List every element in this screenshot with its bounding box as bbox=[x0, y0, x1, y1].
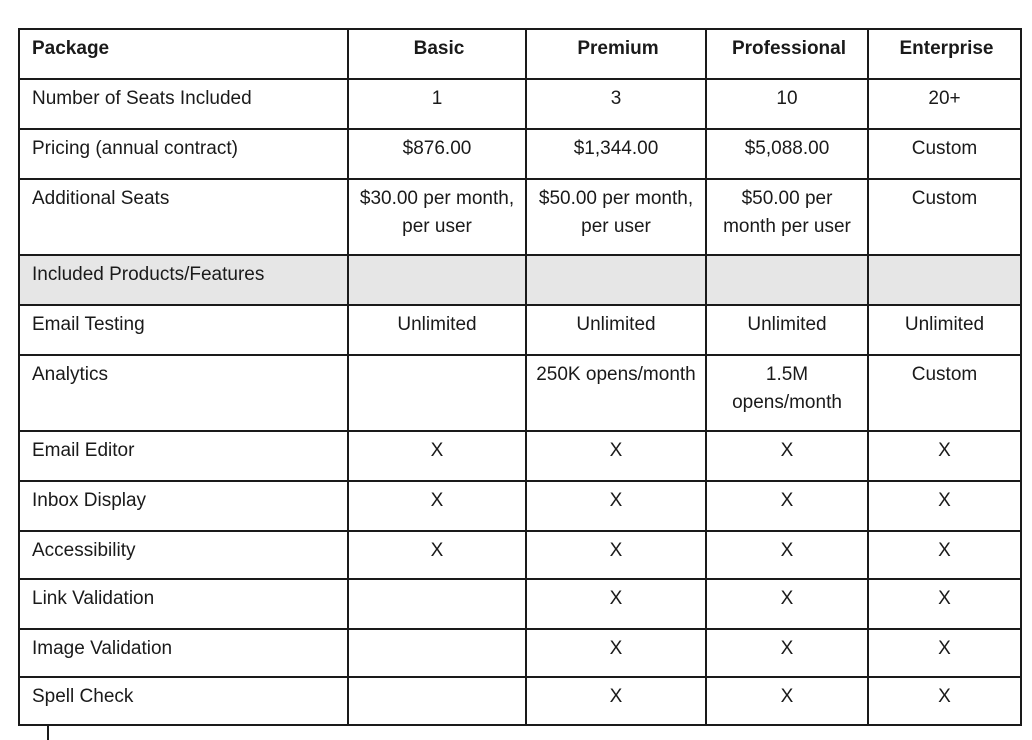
cell-basic: $30.00 per month, per user bbox=[348, 179, 526, 255]
cell-premium: X bbox=[526, 481, 706, 531]
cell-enterprise: X bbox=[868, 629, 1021, 677]
header-premium: Premium bbox=[526, 29, 706, 79]
table-row bbox=[19, 677, 1021, 725]
cell-premium: X bbox=[526, 579, 706, 629]
cell-professional: $50.00 per month per user bbox=[706, 179, 868, 255]
pricing-comparison-table bbox=[18, 28, 1022, 726]
cell-basic: $876.00 bbox=[348, 129, 526, 179]
cell-basic bbox=[348, 355, 526, 431]
cell-enterprise: Custom bbox=[868, 179, 1021, 255]
cell-enterprise: X bbox=[868, 431, 1021, 481]
header-package: Package bbox=[19, 29, 348, 79]
cell-enterprise: X bbox=[868, 531, 1021, 579]
row-label: Additional Seats bbox=[19, 179, 348, 255]
table-row bbox=[19, 481, 1021, 531]
table-row bbox=[19, 531, 1021, 579]
cell-basic: X bbox=[348, 481, 526, 531]
header-row bbox=[19, 29, 1021, 79]
section-label: Included Products/Features bbox=[19, 255, 348, 305]
cell-basic: X bbox=[348, 531, 526, 579]
cell-basic bbox=[348, 677, 526, 725]
cell-basic bbox=[348, 629, 526, 677]
row-label: Image Validation bbox=[19, 629, 348, 677]
cell-premium bbox=[526, 255, 706, 305]
cell-basic bbox=[348, 579, 526, 629]
cell-basic bbox=[348, 255, 526, 305]
row-label: Spell Check bbox=[19, 677, 348, 725]
cell-premium: 3 bbox=[526, 79, 706, 129]
section-row bbox=[19, 255, 1021, 305]
table-row bbox=[19, 305, 1021, 355]
row-label: Email Testing bbox=[19, 305, 348, 355]
header-enterprise: Enterprise bbox=[868, 29, 1021, 79]
cell-premium: X bbox=[526, 629, 706, 677]
cell-premium: $50.00 per month, per user bbox=[526, 179, 706, 255]
table-row bbox=[19, 579, 1021, 629]
text-cursor[interactable] bbox=[47, 724, 49, 740]
table-row bbox=[19, 79, 1021, 129]
cell-professional: Unlimited bbox=[706, 305, 868, 355]
cell-enterprise: Custom bbox=[868, 355, 1021, 431]
cell-professional: X bbox=[706, 431, 868, 481]
cell-premium: $1,344.00 bbox=[526, 129, 706, 179]
cell-professional: X bbox=[706, 579, 868, 629]
row-label: Accessibility bbox=[19, 531, 348, 579]
row-label: Email Editor bbox=[19, 431, 348, 481]
table-row bbox=[19, 129, 1021, 179]
row-label: Pricing (annual contract) bbox=[19, 129, 348, 179]
table-row bbox=[19, 629, 1021, 677]
cell-enterprise: Unlimited bbox=[868, 305, 1021, 355]
cell-professional: X bbox=[706, 629, 868, 677]
cell-professional: X bbox=[706, 481, 868, 531]
cell-enterprise: Custom bbox=[868, 129, 1021, 179]
cell-basic: X bbox=[348, 431, 526, 481]
cell-enterprise: X bbox=[868, 579, 1021, 629]
cell-enterprise bbox=[868, 255, 1021, 305]
header-basic: Basic bbox=[348, 29, 526, 79]
row-label: Link Validation bbox=[19, 579, 348, 629]
cell-professional: X bbox=[706, 531, 868, 579]
cell-premium: 250K opens/month bbox=[526, 355, 706, 431]
row-label: Analytics bbox=[19, 355, 348, 431]
cell-professional: 1.5M opens/month bbox=[706, 355, 868, 431]
cell-professional bbox=[706, 255, 868, 305]
cell-professional: X bbox=[706, 677, 868, 725]
cell-enterprise: X bbox=[868, 677, 1021, 725]
header-professional: Professional bbox=[706, 29, 868, 79]
cell-enterprise: 20+ bbox=[868, 79, 1021, 129]
cell-basic: Unlimited bbox=[348, 305, 526, 355]
row-label: Inbox Display bbox=[19, 481, 348, 531]
cell-basic: 1 bbox=[348, 79, 526, 129]
cell-premium: Unlimited bbox=[526, 305, 706, 355]
table-row bbox=[19, 431, 1021, 481]
cell-premium: X bbox=[526, 531, 706, 579]
cell-professional: $5,088.00 bbox=[706, 129, 868, 179]
table-row bbox=[19, 179, 1021, 255]
cell-professional: 10 bbox=[706, 79, 868, 129]
cell-enterprise: X bbox=[868, 481, 1021, 531]
cell-premium: X bbox=[526, 677, 706, 725]
table-row bbox=[19, 355, 1021, 431]
row-label: Number of Seats Included bbox=[19, 79, 348, 129]
cell-premium: X bbox=[526, 431, 706, 481]
